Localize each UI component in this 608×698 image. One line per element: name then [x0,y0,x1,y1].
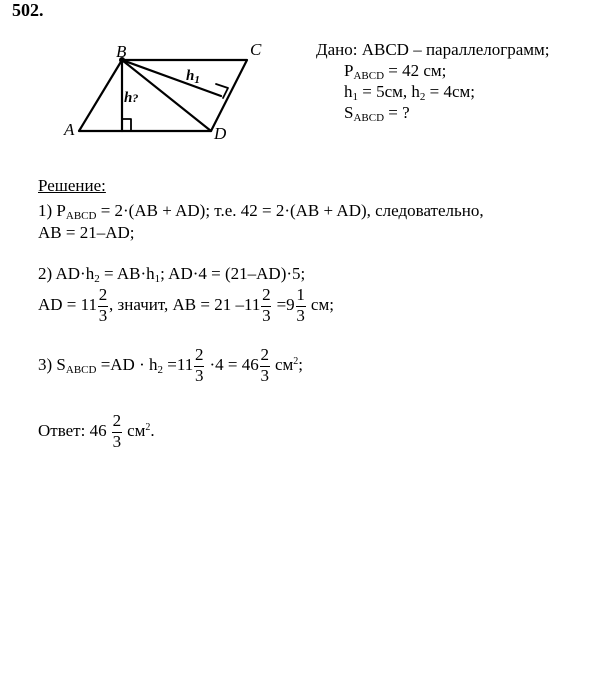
step-1-line-1: 1) $P_{ABCD} = 2\cdot(AB + AD)$; т.е. 42 = 2·(AB + AD), следовательно, [38,201,484,222]
given-line-4: $S_{ABCD}$ = ? [344,103,410,124]
given-line-3: $h_1 = 5см$, $h_2 = 4см$; [344,82,476,103]
fraction-one-third: $\frac{1}{3}$ [296,285,305,325]
right-angle-mark-h2 [122,119,131,131]
label-h1: $h_1$ [186,68,200,86]
solution-heading: Решение: [38,176,106,195]
given-line-1: Дано: ABCD – параллелограмм; [316,40,550,59]
fraction-two-thirds: $\frac{2}{3}$ [112,411,122,451]
label-d: D [214,124,227,143]
answer-line: Ответ: 46 $\frac{2}{3}$ $см^2$. [38,411,155,451]
step-2-line-2: AD = 11 $\frac{2}{3}$ , значит, AB = 21 –11 $\frac{2}{3}$ =9 $\frac{1}{3}$ см; [38,285,334,325]
problem-number: 502. [12,0,44,20]
label-b: B [116,42,127,61]
step-2-line-1: 2) $AD\cdot h_2 = AB\cdot h_1$; AD·4 = (21–AD)·5; [38,264,306,285]
parallelogram-figure [50,40,280,150]
label-h2: h? [124,90,139,106]
step-1-line-2: AB = 21–AD; [38,223,135,242]
label-c: C [250,40,262,59]
fraction-two-thirds: $\frac{2}{3}$ [262,285,271,325]
step-3-line: 3) $S_{ABCD} =AD \cdot h_2 =11$ $\frac{2}{3}$ ·4 = 46 $\frac{2}{3}$ $см^2$; [38,345,304,385]
fraction-two-thirds: $\frac{2}{3}$ [98,285,108,325]
label-a: A [64,120,75,139]
fraction-two-thirds: $\frac{2}{3}$ [194,345,204,385]
fraction-two-thirds: $\frac{2}{3}$ [260,345,269,385]
given-line-2: $P_{ABCD} = 42$ см; [344,61,447,82]
